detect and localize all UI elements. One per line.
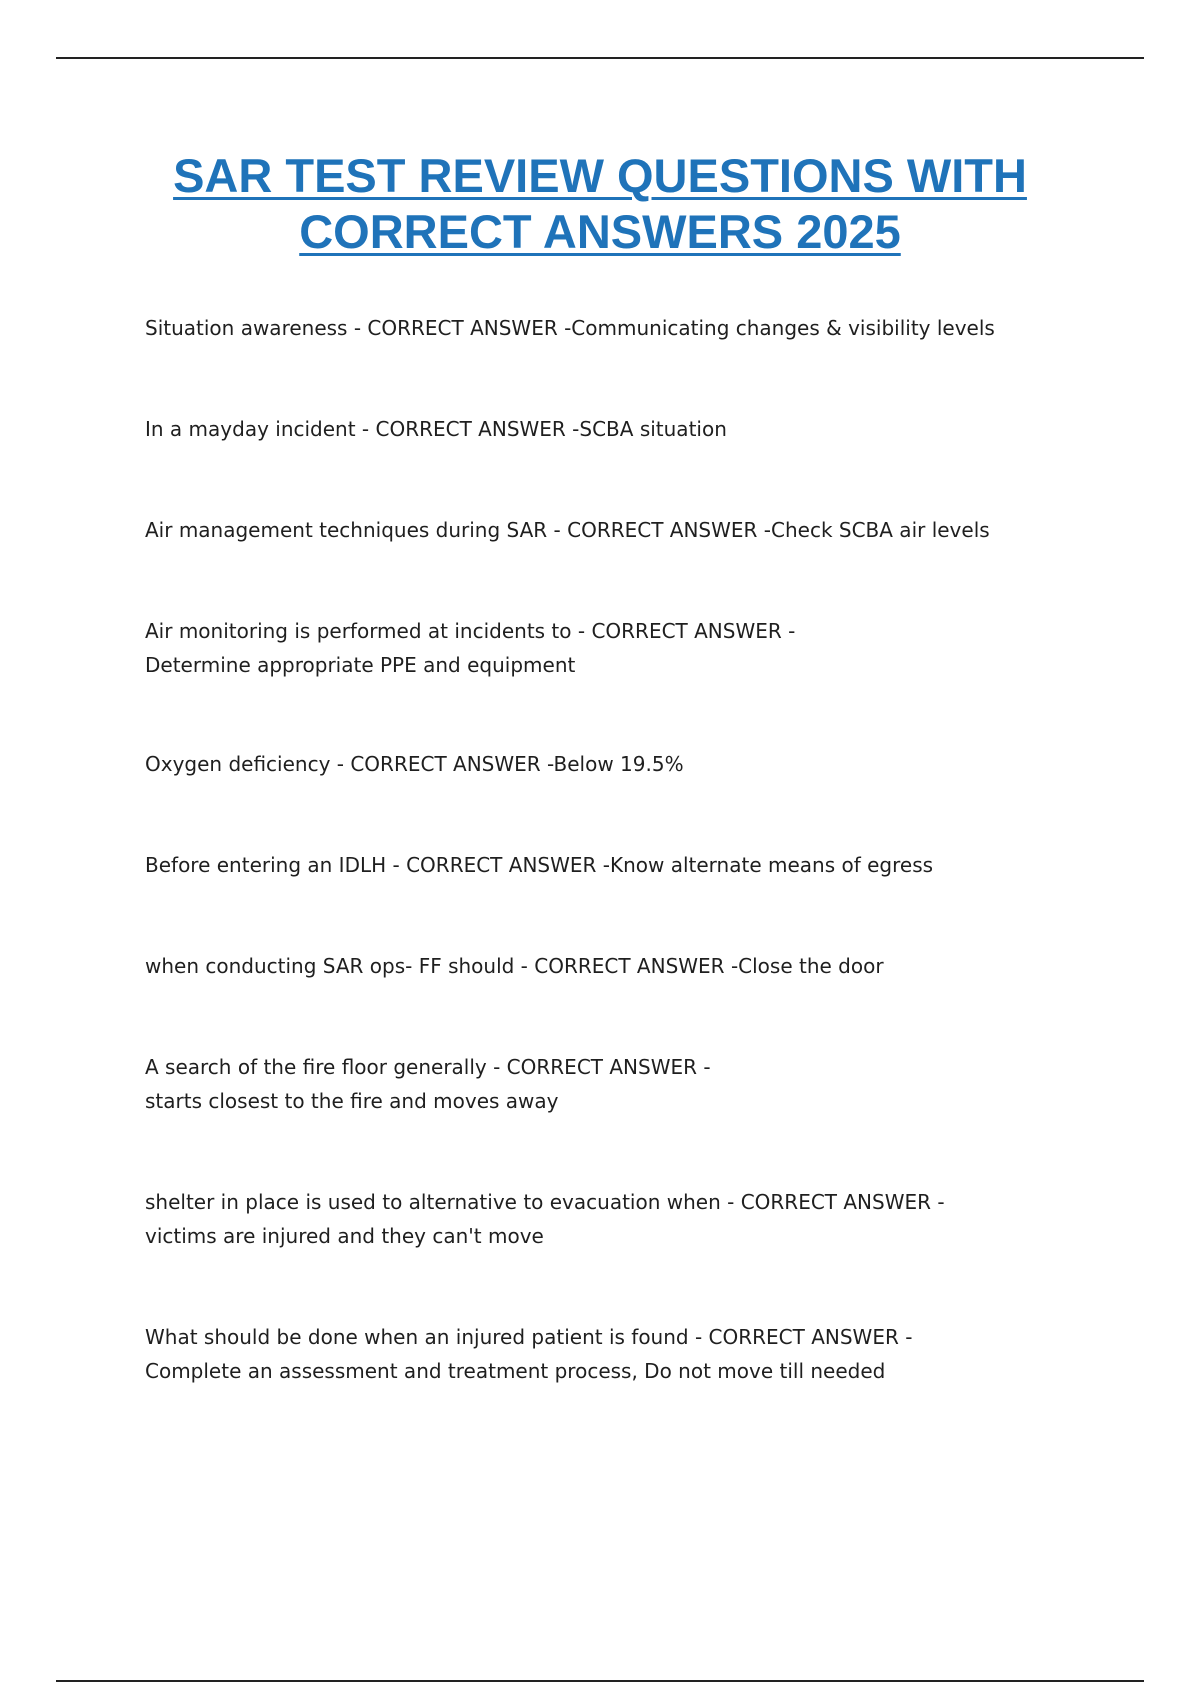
qa-line: Before entering an IDLH - CORRECT ANSWER -Know alternate means of egress — [145, 853, 934, 877]
qa-item — [145, 614, 1045, 682]
qa-item — [145, 311, 1045, 345]
title-line-1: SAR TEST REVIEW QUESTIONS WITH — [173, 149, 1027, 202]
qa-item — [145, 412, 1045, 446]
qa-item — [145, 1320, 1045, 1388]
qa-line: Situation awareness - CORRECT ANSWER -Communicating changes & visibility levels — [145, 316, 995, 340]
qa-line: A search of the fire floor generally - CORRECT ANSWER - — [145, 1055, 711, 1079]
qa-item — [145, 1185, 1045, 1253]
qa-line: when conducting SAR ops- FF should - CORRECT ANSWER -Close the door — [145, 954, 884, 978]
qa-item — [145, 513, 1045, 547]
qa-item — [145, 848, 1045, 882]
qa-item — [145, 949, 1045, 983]
qa-line: Air management techniques during SAR - CORRECT ANSWER -Check SCBA air levels — [145, 518, 990, 542]
qa-line: Air monitoring is performed at incidents to - CORRECT ANSWER - — [145, 619, 796, 643]
qa-line: starts closest to the fire and moves away — [145, 1089, 559, 1113]
qa-item — [145, 747, 1045, 781]
qa-line: shelter in place is used to alternative to evacuation when - CORRECT ANSWER - — [145, 1190, 945, 1214]
qa-line: Determine appropriate PPE and equipment — [145, 653, 576, 677]
title-line-2: CORRECT ANSWERS 2025 — [299, 205, 901, 258]
qa-line: In a mayday incident - CORRECT ANSWER -SCBA situation — [145, 417, 727, 441]
footer-rule — [56, 1680, 1144, 1682]
qa-line: victims are injured and they can't move — [145, 1224, 544, 1248]
qa-line: Oxygen deficiency - CORRECT ANSWER -Below 19.5% — [145, 752, 684, 776]
qa-line: Complete an assessment and treatment process, Do not move till needed — [145, 1359, 886, 1383]
qa-line: What should be done when an injured patient is found - CORRECT ANSWER - — [145, 1325, 913, 1349]
qa-item — [145, 1050, 1045, 1118]
